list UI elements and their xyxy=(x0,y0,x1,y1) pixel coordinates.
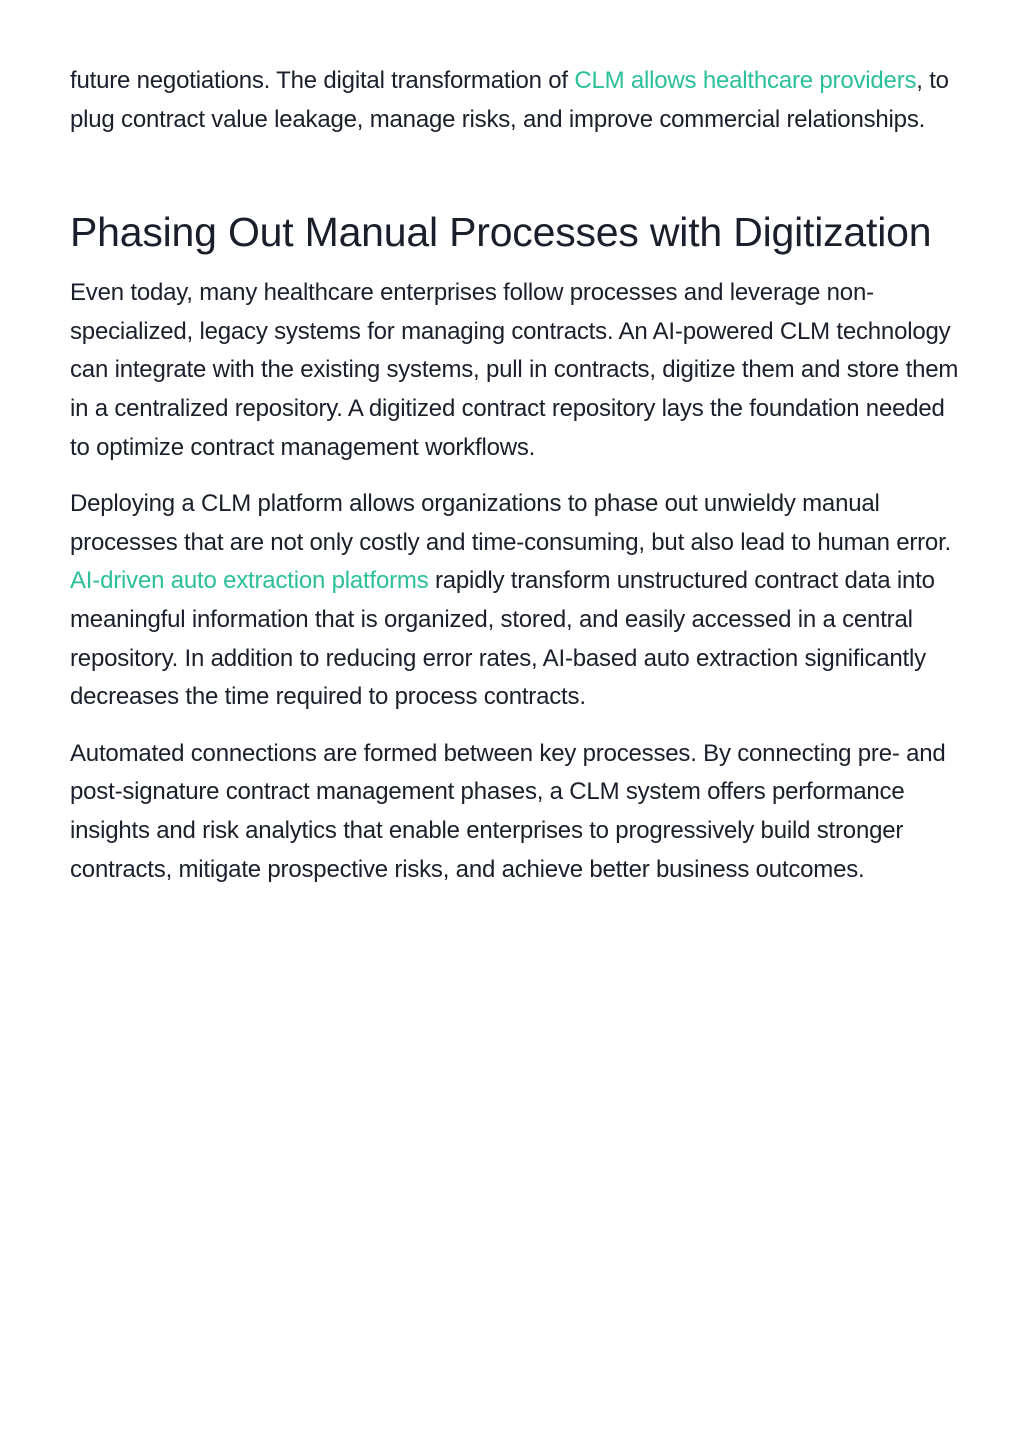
paragraph-clm-platform xyxy=(70,485,970,717)
auto-extraction-link[interactable]: AI-driven auto extraction platforms xyxy=(70,567,429,595)
paragraph-automated-connections: Automated connections are formed between key processes. By connecting pre- and post-signature contract management phases, a CLM system offers performance insights and risk analytics that enable enterprises to progressively build stronger contracts, mitigate prospective risks, and achieve better business outcomes. xyxy=(70,739,946,883)
intro-text-end: , to plug contract value leakage, manage risks, and improve commercial relationships. xyxy=(70,67,949,133)
intro-paragraph xyxy=(70,62,970,139)
clm-healthcare-link[interactable]: CLM allows healthcare providers xyxy=(574,67,917,94)
intro-text-start: future negotiations. The digital transformation of xyxy=(70,67,575,94)
document-page xyxy=(70,62,970,889)
section-heading: Phasing Out Manual Processes with Digitization xyxy=(70,209,932,256)
paragraph-clm-text-end: rapidly transform unstructured contract data into meaningful information that is organized, stored, and easily accessed in a central repository. In addition to reducing error rates, AI-based auto extraction significantly decreases the time required to process contracts. xyxy=(70,567,935,711)
paragraph-clm-text-start: Deploying a CLM platform allows organizations to phase out unwieldy manual processes that are not only costly and time-consuming, but also lead to human error. xyxy=(70,490,952,556)
paragraph-legacy-systems: Even today, many healthcare enterprises follow processes and leverage non-specialized, legacy systems for managing contracts. An AI-powered CLM technology can integrate with the existing systems, pull in contracts, digitize them and store them in a centralized repository. A digitized contract repository lays the foundation needed to optimize contract management workflows. xyxy=(70,279,959,461)
